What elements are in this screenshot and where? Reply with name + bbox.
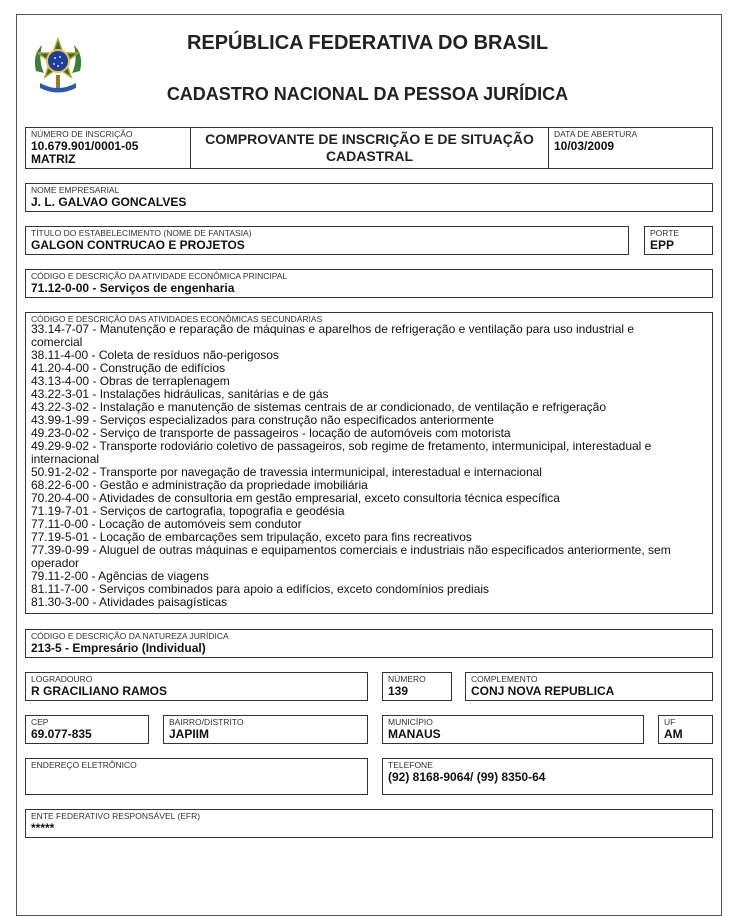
natureza-box xyxy=(25,629,713,658)
atividade-secundaria-line: 43.22-3-02 - Instalação e manutenção de sistemas centrais de ar condicionado, de ventilação e refrigeração xyxy=(31,400,607,414)
logradouro-box xyxy=(25,672,368,701)
atividade-secundaria-line: 70.20-4-00 - Atividades de consultoria em gestão empresarial, exceto consultoria técnica específica xyxy=(31,491,560,505)
porte-box xyxy=(644,226,713,255)
fantasia-value: GALGON CONTRUCAO E PROJETOS xyxy=(31,238,245,252)
abertura-value: 10/03/2009 xyxy=(554,139,615,153)
nome-empresarial-label: NOME EMPRESARIAL xyxy=(31,185,120,195)
atividade-secundaria-line: 77.11-0-00 - Locação de automóveis sem condutor xyxy=(31,517,302,531)
atividade-secundaria-line: operador xyxy=(31,556,80,570)
atividade-secundaria-line: 50.91-2-02 - Transporte por navegação de travessia intermunicipal, interestadual e internacional xyxy=(31,465,542,479)
atividade-secundaria-line: 41.20-4-00 - Construção de edifícios xyxy=(31,361,226,375)
nome-empresarial-value: J. L. GALVAO GONCALVES xyxy=(31,195,187,209)
uf-box xyxy=(658,715,713,744)
atividade-secundaria-line: 81.30-3-00 - Atividades paisagísticas xyxy=(31,595,228,609)
porte-label: PORTE xyxy=(650,228,680,238)
atividade-secundaria-line: internacional xyxy=(31,452,100,466)
nome-empresarial-box xyxy=(25,183,713,212)
municipio-box xyxy=(382,715,644,744)
uf-label: UF xyxy=(664,717,676,727)
complemento-box xyxy=(465,672,713,701)
atividades-secundarias-list xyxy=(31,323,707,609)
atividade-secundaria-line: 81.11-7-00 - Serviços combinados para apoio a edifícios, exceto condomínios prediais xyxy=(31,582,490,596)
logradouro-label: LOGRADOURO xyxy=(31,674,93,684)
atividade-secundaria-line: 71.19-7-01 - Serviços de cartografia, topografia e geodésia xyxy=(31,504,345,518)
cep-label: CEP xyxy=(31,717,49,727)
atividade-secundaria-line: 79.11-2-00 - Agências de viagens xyxy=(31,569,209,583)
inscricao-box xyxy=(25,127,191,169)
efr-box xyxy=(25,809,713,838)
comprovante-title-line2: CADASTRAL xyxy=(325,148,414,164)
efr-label: ENTE FEDERATIVO RESPONSÁVEL (EFR) xyxy=(31,811,201,821)
cep-box xyxy=(25,715,149,744)
atividades-secundarias-box xyxy=(25,312,713,614)
natureza-value: 213-5 - Empresário (Individual) xyxy=(31,641,206,655)
telefone-label: TELEFONE xyxy=(388,760,433,770)
complemento-value: CONJ NOVA REPUBLICA xyxy=(471,684,615,698)
natureza-label: CÓDIGO E DESCRIÇÃO DA NATUREZA JURÍDICA xyxy=(31,631,229,641)
municipio-label: MUNICÍPIO xyxy=(388,717,433,727)
atividade-secundaria-line: 43.22-3-01 - Instalações hidráulicas, sanitárias e de gás xyxy=(31,387,329,401)
page-title: REPÚBLICA FEDERATIVA DO BRASIL xyxy=(186,32,549,54)
municipio-value: MANAUS xyxy=(388,727,441,741)
atividade-secundaria-line: 33.14-7-07 - Manutenção e reparação de máquinas e aparelhos de refrigeração e ventilação para uso industrial e xyxy=(31,322,635,336)
telefone-box xyxy=(382,758,713,795)
abertura-label: DATA DE ABERTURA xyxy=(554,129,638,139)
numero-label: NÚMERO xyxy=(388,674,426,684)
atividade-secundaria-line: 77.19-5-01 - Locação de embarcações sem tripulação, exceto para fins recreativos xyxy=(31,530,472,544)
atividade-principal-label: CÓDIGO E DESCRIÇÃO DA ATIVIDADE ECONÔMICA PRINCIPAL xyxy=(31,271,288,281)
inscricao-number: 10.679.901/0001-05 xyxy=(31,139,139,153)
comprovante-title-line1: COMPROVANTE DE INSCRIÇÃO E DE SITUAÇÃO xyxy=(205,131,534,147)
atividade-secundaria-line: 68.22-6-00 - Gestão e administração da propriedade imobiliária xyxy=(31,478,368,492)
atividade-secundaria-line: 49.29-9-02 - Transporte rodoviário coletivo de passageiros, sob regime de fretamento, intermunicipal, interestadual e xyxy=(31,439,652,453)
abertura-box xyxy=(548,127,713,169)
fantasia-box xyxy=(25,226,629,255)
numero-box xyxy=(382,672,452,701)
atividade-secundaria-line: 77.39-0-99 - Aluguel de outras máquinas e equipamentos comerciais e industriais não especificados anteriormente, sem xyxy=(31,543,671,557)
email-label: ENDEREÇO ELETRÔNICO xyxy=(31,760,137,770)
page-subtitle: CADASTRO NACIONAL DA PESSOA JURÍDICA xyxy=(166,84,569,104)
telefone-value: (92) 8168-9064/ (99) 8350-64 xyxy=(388,770,546,784)
bairro-label: BAIRRO/DISTRITO xyxy=(169,717,244,727)
atividade-secundaria-line: 38.11-4-00 - Coleta de resíduos não-perigosos xyxy=(31,348,279,362)
comprovante-box xyxy=(190,127,549,169)
complemento-label: COMPLEMENTO xyxy=(471,674,538,684)
efr-value: ***** xyxy=(31,821,55,835)
inscricao-type: MATRIZ xyxy=(31,152,76,166)
bairro-value: JAPIIM xyxy=(169,727,210,741)
atividade-secundaria-line: 43.99-1-99 - Serviços especializados para construção não especificados anteriormente xyxy=(31,413,494,427)
uf-value: AM xyxy=(664,727,683,741)
email-box xyxy=(25,758,368,795)
atividade-secundaria-line: comercial xyxy=(31,335,83,349)
numero-value: 139 xyxy=(388,684,409,698)
atividade-secundaria-line: 49.23-0-02 - Serviço de transporte de passageiros - locação de automóveis com motorista xyxy=(31,426,511,440)
inscricao-label: NÚMERO DE INSCRIÇÃO xyxy=(31,129,133,139)
atividades-secundarias-label: CÓDIGO E DESCRIÇÃO DAS ATIVIDADES ECONÔMICAS SECUNDÁRIAS xyxy=(31,314,323,324)
fantasia-label: TÍTULO DO ESTABELECIMENTO (NOME DE FANTASIA) xyxy=(31,228,252,238)
bairro-box xyxy=(163,715,368,744)
atividade-principal-value: 71.12-0-00 - Serviços de engenharia xyxy=(31,281,235,295)
logradouro-value: R GRACILIANO RAMOS xyxy=(31,684,167,698)
cep-value: 69.077-835 xyxy=(31,727,92,741)
atividade-principal-box xyxy=(25,269,713,298)
atividade-secundaria-line: 43.13-4-00 - Obras de terraplenagem xyxy=(31,374,230,388)
porte-value: EPP xyxy=(650,238,675,252)
